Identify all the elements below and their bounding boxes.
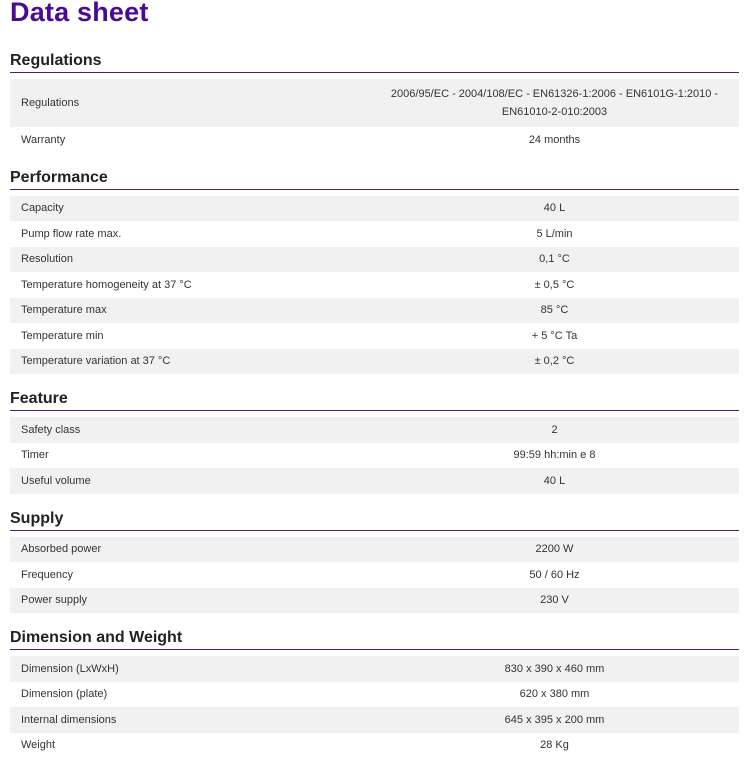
spec-value: 2200 W [370,540,739,558]
spec-value: 40 L [370,472,739,490]
table-row [10,656,739,682]
section-title-dimension-and-weight: Dimension and Weight [10,623,739,650]
table-row [10,682,739,708]
page-title: Data sheet [10,0,149,30]
spec-value: 645 x 395 x 200 mm [370,711,739,729]
table-row [10,562,739,588]
spec-label: Useful volume [10,475,370,487]
spec-label: Temperature max [10,304,370,316]
spec-table-feature [10,417,739,494]
section-supply [10,504,739,614]
spec-value: + 5 °C Ta [370,327,739,345]
spec-label: Pump flow rate max. [10,228,370,240]
section-title-feature: Feature [10,384,739,411]
table-row [10,349,739,375]
table-row [10,79,739,127]
spec-value: 620 x 380 mm [370,685,739,703]
spec-label: Regulations [10,97,370,109]
spec-table-dimension-and-weight [10,656,739,758]
spec-label: Temperature min [10,330,370,342]
spec-label: Weight [10,739,370,751]
table-row [10,537,739,563]
spec-label: Timer [10,449,370,461]
spec-value: 24 months [370,131,739,149]
table-row [10,196,739,222]
spec-value: 50 / 60 Hz [370,566,739,584]
table-row [10,417,739,443]
spec-label: Safety class [10,424,370,436]
spec-value: 85 °C [370,301,739,319]
section-feature [10,384,739,494]
spec-table-supply [10,537,739,614]
spec-value: 230 V [370,591,739,609]
spec-value: 40 L [370,199,739,217]
spec-label: Dimension (plate) [10,688,370,700]
spec-label: Internal dimensions [10,714,370,726]
section-title-performance: Performance [10,163,739,190]
table-row [10,468,739,494]
spec-label: Temperature homogeneity at 37 °C [10,279,370,291]
table-row [10,707,739,733]
spec-value: 99:59 hh:min e 8 [370,446,739,464]
section-title-supply: Supply [10,504,739,531]
spec-value: 2 [370,421,739,439]
spec-label: Dimension (LxWxH) [10,663,370,675]
spec-value: 2006/95/EC - 2004/108/EC - EN61326-1:2006 - EN6101G-1:2010 - EN61010-2-010:2003 [370,85,739,121]
spec-label: Frequency [10,569,370,581]
spec-table-performance [10,196,739,375]
section-title-regulations: Regulations [10,46,739,73]
section-dimension-and-weight [10,623,739,758]
spec-label: Power supply [10,594,370,606]
spec-table-regulations [10,79,739,153]
spec-value: 28 Kg [370,736,739,754]
spec-label: Absorbed power [10,543,370,555]
spec-value: 5 L/min [370,225,739,243]
sections-container [10,46,739,758]
section-regulations [10,46,739,153]
spec-label: Resolution [10,253,370,265]
spec-value: 0,1 °C [370,250,739,268]
table-row [10,443,739,469]
spec-label: Capacity [10,202,370,214]
spec-value: ± 0,2 °C [370,352,739,370]
section-performance [10,163,739,375]
table-row [10,588,739,614]
table-row [10,221,739,247]
table-row [10,272,739,298]
spec-value: ± 0,5 °C [370,276,739,294]
spec-value: 830 x 390 x 460 mm [370,660,739,678]
table-row [10,127,739,153]
table-row [10,298,739,324]
table-row [10,323,739,349]
table-row [10,733,739,758]
table-row [10,247,739,273]
spec-label: Warranty [10,134,370,146]
spec-label: Temperature variation at 37 °C [10,355,370,367]
